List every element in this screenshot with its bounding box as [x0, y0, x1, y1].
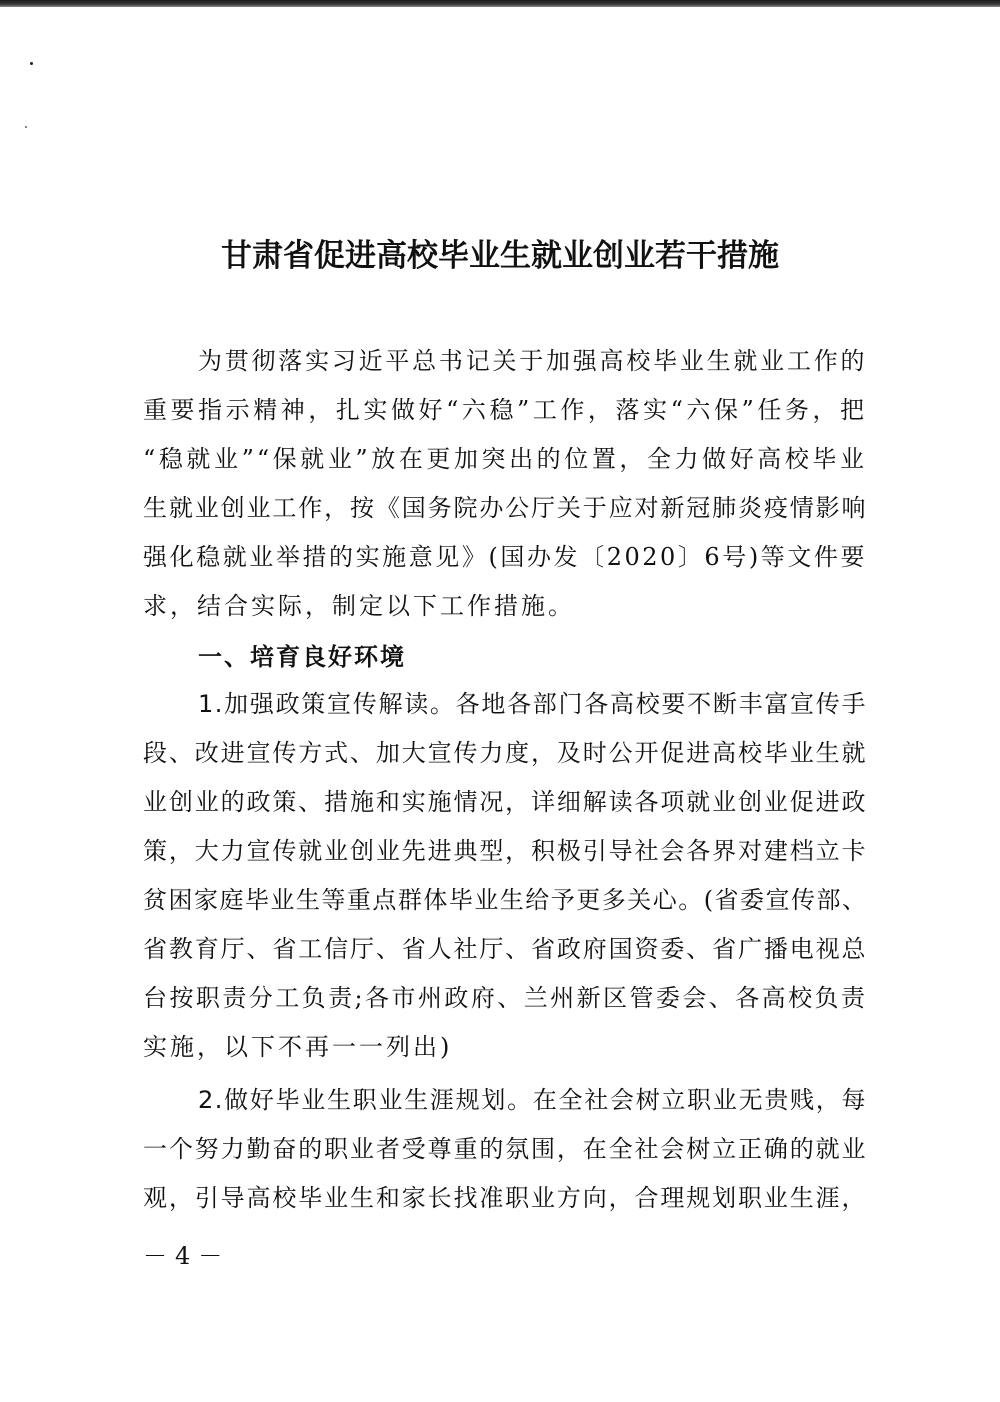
page-number: －4－	[143, 1242, 231, 1270]
item-2-paragraph	[143, 1076, 867, 1223]
paragraph-line: 段、改进宣传方式、加大宣传力度，及时公开促进高校毕业生就	[143, 739, 867, 767]
intro-paragraph	[143, 337, 867, 631]
paragraph-line: 一个努力勤奋的职业者受尊重的氛围，在全社会树立正确的就业	[143, 1135, 867, 1163]
section-heading: 一、培育良好环境	[198, 643, 406, 671]
paragraph-line: 求，结合实际，制定以下工作措施。	[143, 592, 575, 620]
paragraph-line: 实施，以下不再一一列出)	[143, 1033, 453, 1061]
item-lead: 2.做好毕业生职业生涯规划。	[198, 1086, 533, 1114]
paragraph-line: 贫困家庭毕业生等重点群体毕业生给予更多关心。(省委宣传部、	[143, 886, 867, 914]
paragraph-text: 在全社会树立职业无贵贱，每	[532, 1086, 867, 1114]
item-1-paragraph	[143, 680, 867, 1072]
paragraph-line: 观，引导高校毕业生和家长找准职业方向，合理规划职业生涯，	[143, 1184, 867, 1212]
paragraph-line: 省教育厅、省工信厅、省人社厅、省政府国资委、省广播电视总	[143, 935, 867, 963]
paragraph-line	[143, 680, 867, 729]
paragraph-line: 为贯彻落实习近平总书记关于加强高校毕业生就业工作的	[198, 347, 867, 375]
scan-artifact-dot	[25, 126, 27, 128]
paragraph-line: 强化稳就业举措的实施意见》(国办发〔2020〕6号)等文件要	[143, 543, 867, 571]
top-border-rule	[0, 0, 1000, 7]
paragraph-line: 生就业创业工作，按《国务院办公厅关于应对新冠肺炎疫情影响	[143, 494, 867, 522]
paragraph-line: “稳就业”“保就业”放在更加突出的位置，全力做好高校毕业	[143, 445, 867, 473]
paragraph-line: 台按职责分工负责;各市州政府、兰州新区管委会、各高校负责	[143, 984, 867, 1012]
paragraph-line: 业创业的政策、措施和实施情况，详细解读各项就业创业促进政	[143, 788, 867, 816]
scan-artifact-dot	[30, 62, 33, 65]
paragraph-line	[143, 1076, 867, 1125]
document-title: 甘肃省促进高校毕业生就业创业若干措施	[221, 238, 779, 274]
paragraph-line: 策，大力宣传就业创业先进典型，积极引导社会各界对建档立卡	[143, 837, 867, 865]
paragraph-text: 各地各部门各高校要不断丰富宣传手	[455, 690, 867, 718]
item-lead: 1.加强政策宣传解读。	[198, 690, 456, 718]
paragraph-line: 重要指示精神，扎实做好“六稳”工作，落实“六保”任务，把	[143, 396, 867, 424]
